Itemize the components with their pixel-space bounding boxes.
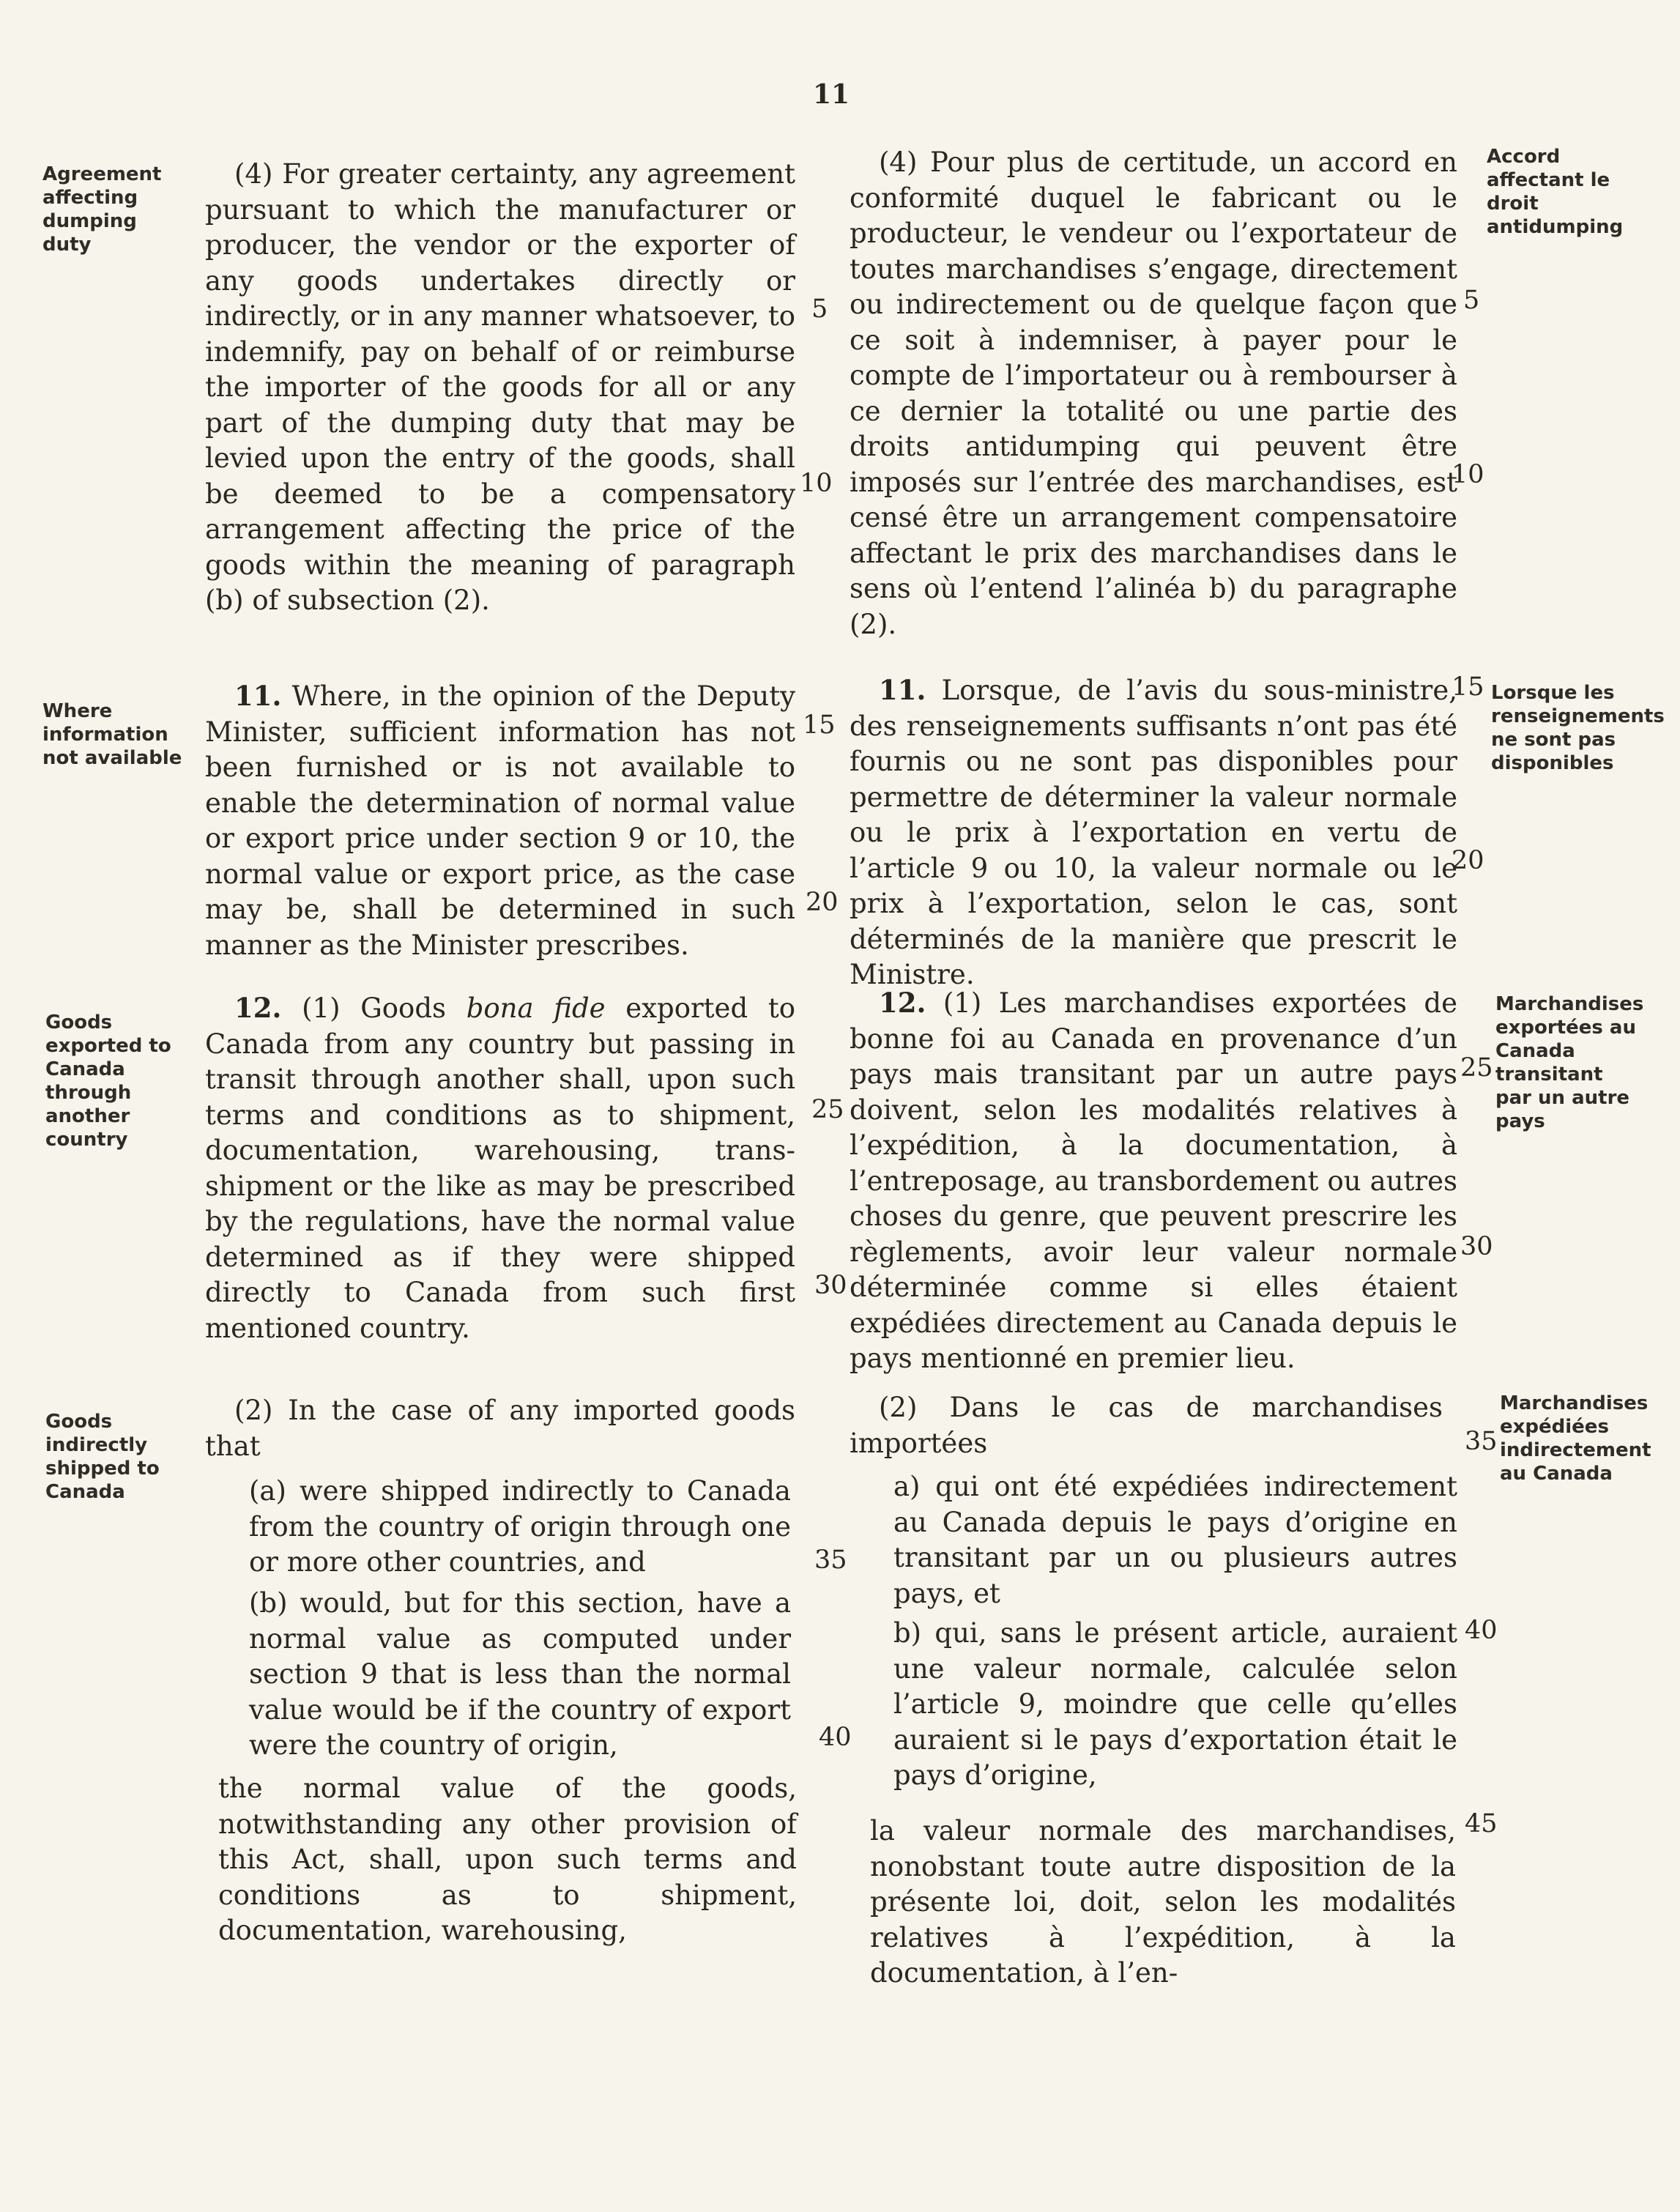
fr-section-11-text: Lorsque, de l’avis du sous-ministre, des renseignements suffisants n’ont pas été fournis ou ne sont pas disponibles pour permettre de déterminer la valeur normale ou le prix à l’exportation en vertu de l’article 9 ou 10, la valeur normale ou le prix à l’exportation, selon le cas, sont déterminés de la manière que prescrit le Ministre. [850,675,1457,990]
line-number-right-25: 25 [1460,1053,1493,1083]
line-number-right-45: 45 [1465,1809,1498,1838]
margin-note-lorsque: Lorsque les renseignements ne sont pas disponibles [1491,682,1665,774]
line-number-right-20: 20 [1452,846,1484,875]
en-section-12-number: 12. [234,992,282,1024]
line-number-left-20: 20 [806,888,839,917]
line-number-left-35: 35 [814,1545,847,1575]
line-number-right-40: 40 [1465,1616,1498,1645]
en-12-2-tail: the normal value of the goods, notwithstanding any other provision of this Act, shall, upon such terms and conditions as to shipment, documentation, warehousing, [218,1773,797,1946]
line-number-right-35: 35 [1465,1427,1498,1456]
line-number-right-10: 10 [1452,460,1484,489]
en-section-11-number: 11. [234,680,282,712]
line-number-left-40: 40 [819,1723,852,1752]
fr-section-12-1-text: (1) Les marchandises exportées de bonne foi au Canada en provenance d’un pays mais transitant par un autre pays doivent, selon les modalités relatives à l’expédition, à la documentation, à l’entreposage, au transbordement ou autres choses du genre, que peuvent prescrire les règlements, avoir leur valeur normale déterminée comme si elles étaient expédiées directement au Canada depuis le pays mentionné en premier lieu. [850,987,1458,1374]
fr-12-2-a: a) qui ont été expédiées indirectement au Canada depuis le pays d’origine en transitant par un ou plusieurs autres pays, et [893,1471,1457,1609]
en-12-1-lead: (1) Goods [302,992,446,1024]
fr-12-2-b: b) qui, sans le présent article, auraient une valeur normale, calculée selon l’article 9, moindre que celle qu’elles auraient si le pays d’exportation était le pays d’origine, [893,1617,1457,1791]
line-number-left-10: 10 [800,469,833,498]
line-number-right-30: 30 [1460,1232,1493,1261]
line-number-left-15: 15 [803,710,836,740]
fr-subsection-10-4: (4) Pour plus de certitude, un accord en conformité duquel le fabricant ou le producteur, le vendeur ou l’exportateur de toutes marchandises s’engage, directement ou indirectement ou de quelque façon que ce soit à indemniser, à payer pour le compte de l’importateur ou à rembourser à ce dernier la totalité ou une partie des droits antidumping qui peuvent être imposés sur l’entrée des marchandises, est censé être un arrangement compensatoire affectant le prix des marchandises dans le sens où l’entend l’alinéa b) du paragraphe (2). [850,146,1457,640]
fr-section-12-number: 12. [879,987,926,1019]
margin-note-accord: Accord affectant le droit antidumping [1487,146,1624,238]
en-section-12-2: (2) In the case of any imported goods that [205,1395,795,1462]
en-12-1-text: exported to Canada from any country but passing in transit through another shall, upon such terms and conditions as to shipment, documentation, warehousing, trans-shipment or the like as may be prescribed by the regulations, have the normal value determined as if they were shipped directly to Canada from such first mentioned country. [205,992,795,1344]
line-number-left-5: 5 [811,294,828,324]
margin-note-marchandises-exportees: Marchandises exportées au Canada transitant par un autre pays [1495,993,1644,1132]
line-number-right-15: 15 [1452,672,1484,702]
fr-section-12-1 [850,985,1457,1377]
fr-section-12-2: (2) Dans le cas de marchandises importées [850,1392,1443,1459]
margin-note-where-info: Where information not available [42,700,182,769]
line-number-right-5: 5 [1463,286,1480,315]
margin-note-goods-indirect: Goods indirectly shipped to Canada [45,1411,160,1503]
en-section-11-text: Where, in the opinion of the Deputy Minister, sufficient information has not been furnished or is not available to enable the determination of normal value or export price under section 9 or 10, the normal value or export price, as the case may be, shall be determined in such manner as the Minister prescribes. [205,680,795,961]
en-subsection-10-4: (4) For greater certainty, any agreement pursuant to which the manufacturer or producer, the vendor or the exporter of any goods undertakes directly or indirectly, or in any manner whatsoever, to indemnify, pay on behalf of or reimburse the importer of the goods for all or any part of the dumping duty that may be levied upon the entry of the goods, shall be deemed to be a compensatory arrangement affecting the price of the goods within the meaning of paragraph (b) of subsection (2). [205,158,795,616]
margin-note-marchandises-expediees: Marchandises expédiées indirectement au Canada [1500,1392,1651,1485]
margin-note-agreement: Agreement affecting dumping duty [42,163,162,256]
fr-section-11 [850,672,1457,993]
line-number-left-30: 30 [814,1271,847,1300]
en-section-11 [205,678,795,963]
en-12-1-bona-fide: bona fide [466,992,606,1024]
fr-12-2-tail: la valeur normale des marchandises, nonobstant toute autre disposition de la présente loi, doit, selon les modalités relatives à l’expédition, à la documentation, à l’en- [870,1815,1456,1989]
fr-section-11-number: 11. [879,674,926,706]
page-number: 11 [812,79,850,110]
line-number-left-25: 25 [811,1095,844,1124]
en-12-2-b: (b) would, but for this section, have a normal value as computed under section 9 that is less than the normal value would be if the country of export were the country of origin, [249,1587,791,1761]
margin-note-goods-exported: Goods exported to Canada through another country [45,1012,171,1151]
en-section-12-1 [205,990,795,1346]
en-12-2-a: (a) were shipped indirectly to Canada from the country of origin through one or more other countries, and [249,1475,791,1578]
